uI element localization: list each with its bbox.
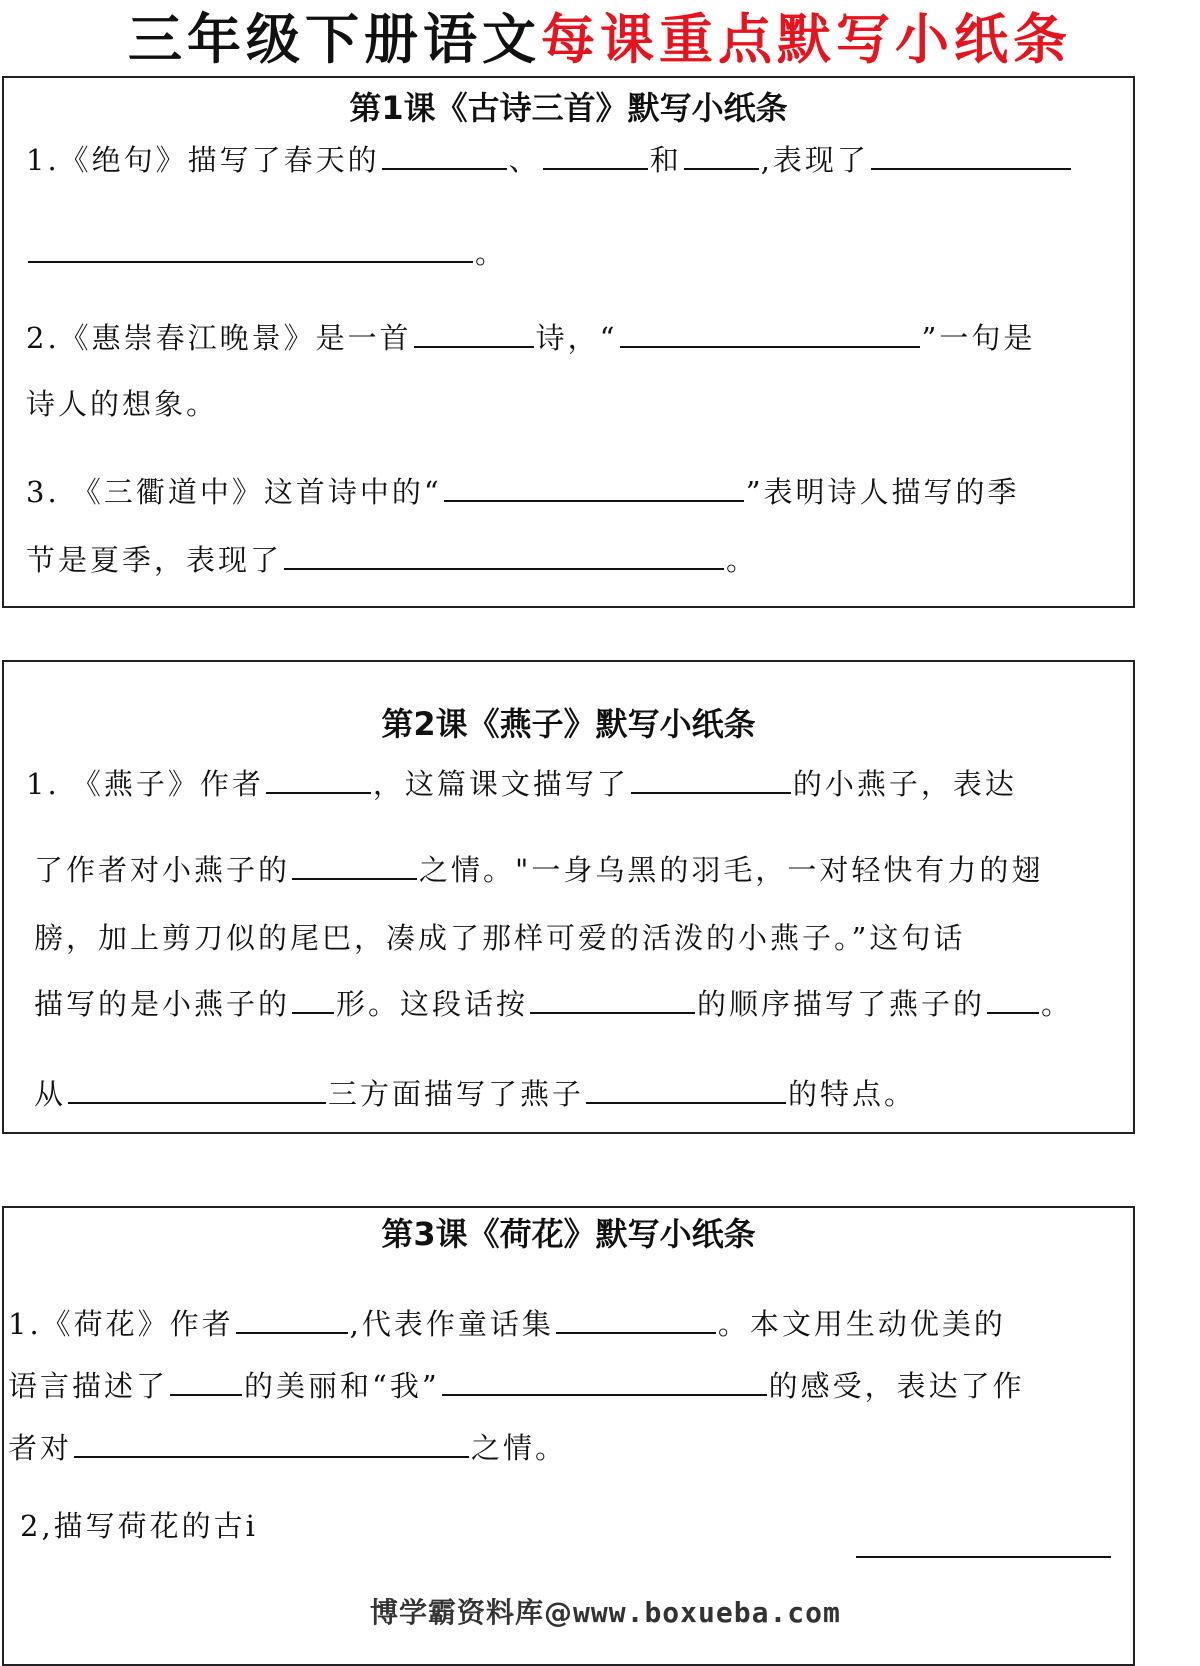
lesson1-q3-text-d: 。: [726, 543, 759, 577]
lesson3-q1-line3: [8, 1428, 567, 1468]
lesson1-q2-text-a: 2.《惠崇春江晚景》是一首: [26, 321, 412, 355]
lesson1-q1-text-d: ,表现了: [760, 143, 869, 177]
lesson1-q3-text-c: 节是夏季，表现了: [26, 543, 283, 577]
blank[interactable]: [586, 1076, 786, 1104]
lesson1-q1-text-e: 。: [475, 236, 508, 270]
watermark-url: www.boxueba.com: [573, 1596, 841, 1629]
lesson2-q1-line3: [34, 918, 965, 958]
lesson1-q2-line1: [26, 318, 1035, 358]
page-title: [0, 6, 1200, 74]
blank[interactable]: [543, 142, 648, 170]
lesson1-q1-text-b: 、: [508, 143, 541, 177]
blank[interactable]: [987, 986, 1039, 1014]
lesson3-q1-text-b: ,代表作童话集: [349, 1307, 554, 1341]
lesson2-q1-text-d: 了作者对小燕子的: [34, 853, 291, 887]
lesson1-q1-line1: [26, 140, 1073, 180]
lesson1-q3-text-a: 3. 《三衢道中》这首诗中的“: [26, 475, 442, 509]
lesson3-q2-text-a: 2,描写荷花的古i: [20, 1509, 258, 1543]
lesson2-q1-line4: [34, 984, 1073, 1024]
title-black: 三年级下册语文: [128, 8, 541, 71]
blank[interactable]: [266, 766, 371, 794]
blank[interactable]: [74, 1430, 469, 1458]
lesson3-q1-text-g: 者对: [8, 1431, 73, 1465]
lesson2-heading: 第2课《燕子》默写小纸条: [381, 705, 756, 743]
lesson3-q1-line2: [8, 1366, 1025, 1406]
lesson2-q1-text-f: 膀，加上剪刀似的尾巴，凑成了那样可爱的活泼的小燕子。”这句话: [34, 921, 966, 955]
lesson1-q3-line1: [26, 472, 1020, 512]
blank[interactable]: [382, 142, 507, 170]
lesson1-q1-text-a: 1.《绝句》描写了春天的: [26, 143, 380, 177]
lesson3-q1-text-f: 的感受，表达了作: [768, 1369, 1025, 1403]
lesson2-q1-text-k: 从: [34, 1077, 67, 1111]
lesson3-q1-line1: [8, 1304, 1006, 1344]
blank[interactable]: [871, 142, 1071, 170]
blank[interactable]: [170, 1368, 242, 1396]
lesson2-q1-text-g: 描写的是小燕子的: [34, 987, 291, 1021]
lesson2-q1-text-m: 的特点。: [788, 1077, 917, 1111]
lesson1-q2-line2: [26, 384, 218, 424]
blank[interactable]: [442, 1368, 767, 1396]
title-red: 每课重点默写小纸条: [541, 8, 1072, 71]
lesson3-q2-line1: [20, 1506, 258, 1546]
watermark-text: 博学霸资料库@: [370, 1596, 574, 1629]
lesson2-q1-text-b: ，这篇课文描写了: [372, 767, 629, 801]
lesson3-q1-text-h: 之情。: [471, 1431, 568, 1465]
lesson1-q2-text-d: 诗人的想象。: [26, 387, 219, 421]
lesson3-q1-text-a: 1.《荷花》作者: [8, 1307, 234, 1341]
lesson3-q1-text-c: 。本文用生动优美的: [717, 1307, 1006, 1341]
blank[interactable]: [631, 766, 791, 794]
blank[interactable]: [444, 474, 744, 502]
lesson2-q1-text-c: 的小燕子，表达: [792, 767, 1017, 801]
blank[interactable]: [292, 852, 417, 880]
watermark: [370, 1593, 890, 1633]
lesson2-q1-text-l: 三方面描写了燕子: [328, 1077, 585, 1111]
lesson1-q3-line2: [26, 540, 758, 580]
lesson2-q1-text-e: 之情。"一身乌黑的羽毛，一对轻快有力的翅: [419, 853, 1044, 887]
lesson1-box: [2, 76, 1135, 608]
blank[interactable]: [292, 986, 334, 1014]
lesson2-q1-text-a: 1. 《燕子》作者: [26, 767, 264, 801]
lesson1-q1-line2: [26, 233, 507, 273]
blank[interactable]: [28, 235, 473, 263]
lesson2-q1-line5: [34, 1074, 916, 1114]
lesson1-q2-text-b: 诗，“: [535, 321, 618, 355]
lesson2-q1-text-i: 的顺序描写了燕子的: [697, 987, 986, 1021]
blank[interactable]: [414, 320, 534, 348]
lesson2-q1-text-h: 形。这段话按: [336, 987, 529, 1021]
blank[interactable]: [856, 1530, 1111, 1558]
lesson1-q1-text-c: 和: [649, 143, 682, 177]
lesson2-q1-line2: [34, 850, 1043, 890]
lesson1-heading: 第1课《古诗三首》默写小纸条: [349, 89, 788, 127]
lesson2-q1-line1: [26, 764, 1017, 804]
blank[interactable]: [530, 986, 695, 1014]
lesson3-q1-text-e: 的美丽和“我”: [244, 1369, 440, 1403]
blank[interactable]: [284, 542, 724, 570]
blank[interactable]: [68, 1076, 326, 1104]
lesson2-q1-text-j: 。: [1041, 987, 1074, 1021]
lesson1-q3-text-b: ”表明诗人描写的季: [745, 475, 1020, 509]
lesson1-q2-text-c: ”一句是: [921, 321, 1036, 355]
lesson2-box: [2, 660, 1135, 1134]
lesson3-q1-text-d: 语言描述了: [8, 1369, 169, 1403]
blank[interactable]: [620, 320, 920, 348]
blank[interactable]: [236, 1306, 348, 1334]
lesson3-heading: 第3课《荷花》默写小纸条: [381, 1215, 756, 1253]
blank[interactable]: [684, 142, 759, 170]
blank[interactable]: [556, 1306, 716, 1334]
